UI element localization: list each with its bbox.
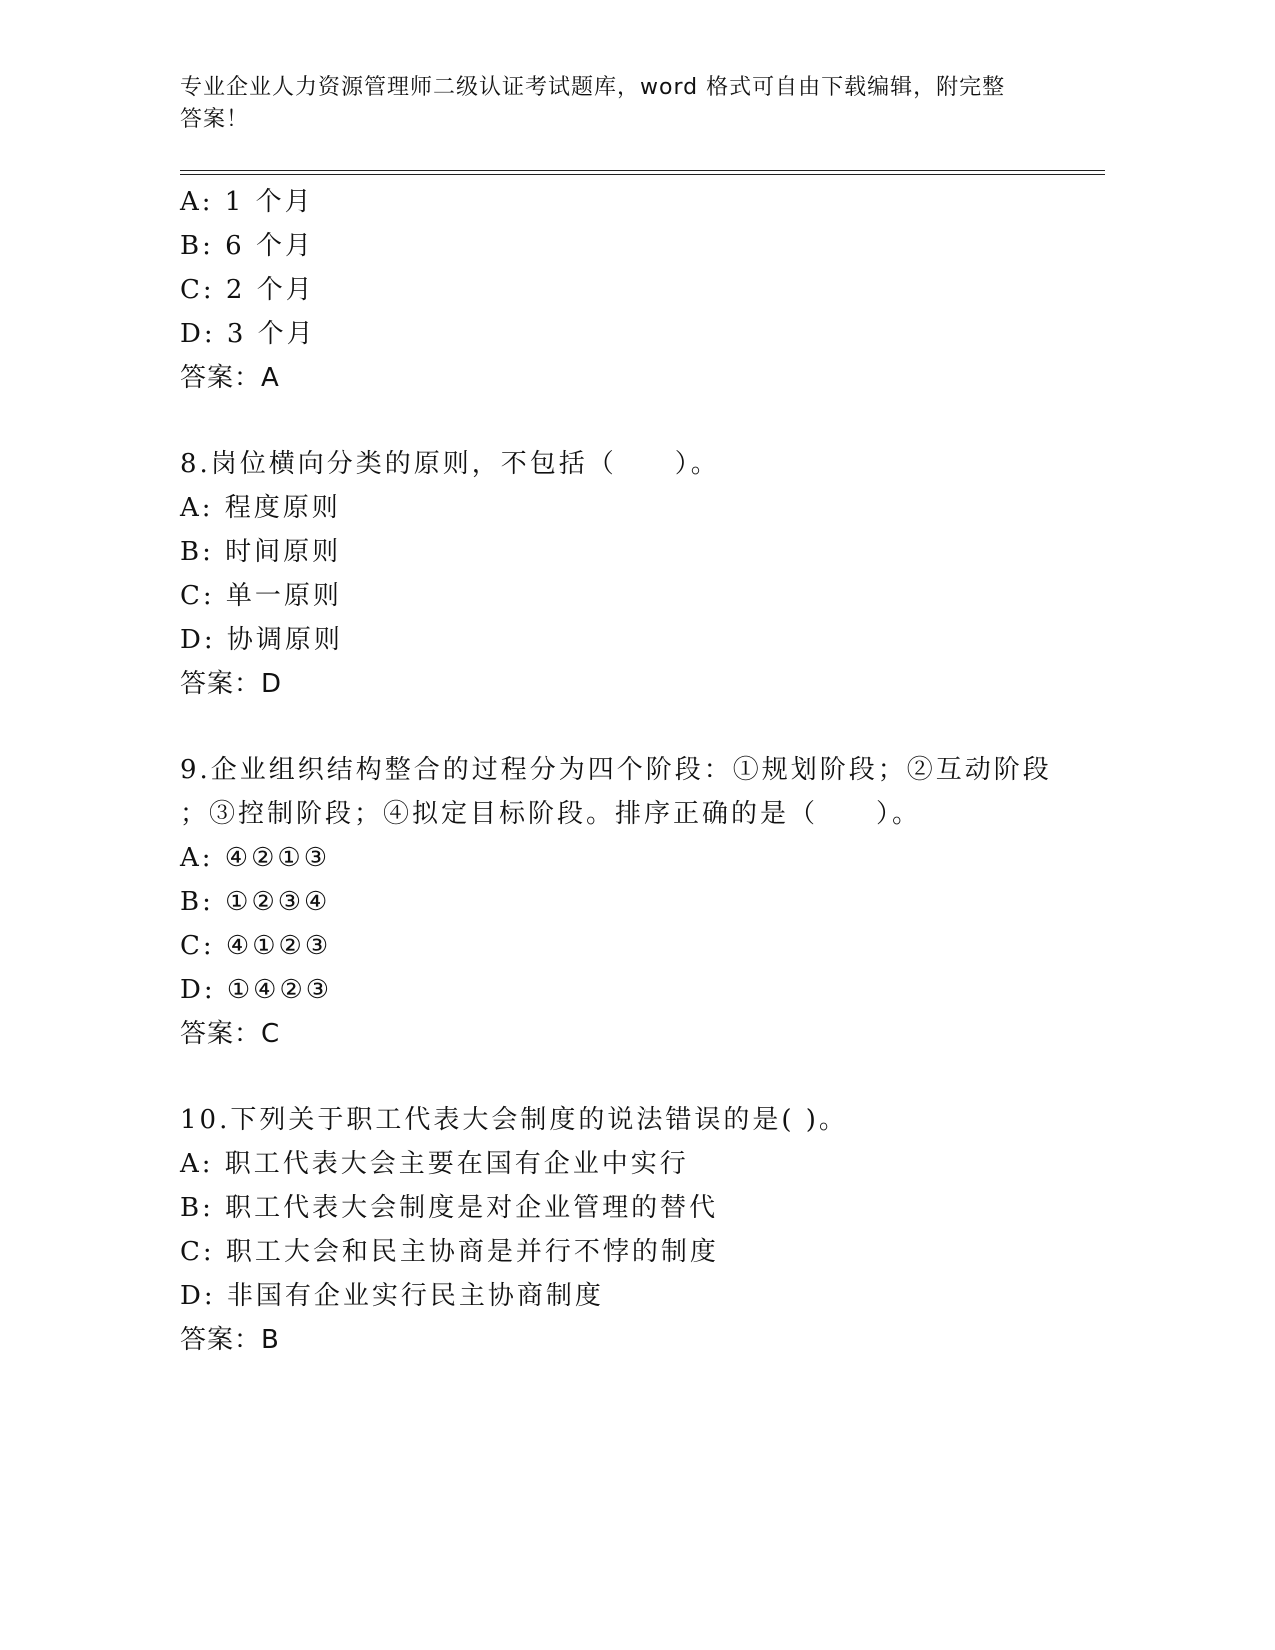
question-stem-line-2: ；③控制阶段；④拟定目标阶段。排序正确的是（ ）。: [180, 799, 922, 829]
question-7: [180, 180, 1080, 400]
option-d: D: 非国有企业实行民主协商制度: [180, 1281, 604, 1311]
option-a: A: 职工代表大会主要在国有企业中实行: [180, 1149, 689, 1179]
option-c: C: 2 个月: [180, 275, 315, 305]
answer: 答案：D: [180, 669, 283, 699]
question-9: [180, 748, 1080, 1056]
option-b: B: 时间原则: [180, 537, 342, 567]
header-rule-top: [180, 170, 1105, 171]
document-header: [180, 72, 1040, 136]
option-c: C: 职工大会和民主协商是并行不悖的制度: [180, 1237, 719, 1267]
header-rule-bottom: [180, 174, 1105, 175]
answer: 答案：B: [180, 1325, 280, 1355]
answer: 答案：A: [180, 363, 280, 393]
question-8: [180, 442, 1080, 706]
option-a: A: 1 个月: [180, 187, 314, 217]
option-a: A: ④②①③: [180, 843, 331, 873]
answer: 答案：C: [180, 1019, 281, 1049]
question-stem-line-1: 9.企业组织结构整合的过程分为四个阶段：①规划阶段；②互动阶段: [180, 755, 1052, 785]
option-d: D: ①④②③: [180, 975, 333, 1005]
option-d: D: 协调原则: [180, 625, 343, 655]
question-stem: 8.岗位横向分类的原则，不包括（ ）。: [180, 449, 720, 479]
option-c: C: 单一原则: [180, 581, 342, 611]
header-line-2: 答案！: [180, 107, 250, 132]
option-c: C: ④①②③: [180, 931, 332, 961]
option-b: B: 6 个月: [180, 231, 314, 261]
option-b: B: 职工代表大会制度是对企业管理的替代: [180, 1193, 719, 1223]
question-stem: 10.下列关于职工代表大会制度的说法错误的是( )。: [180, 1105, 848, 1135]
question-10: [180, 1098, 1080, 1362]
question-list: [180, 180, 1080, 1362]
option-b: B: ①②③④: [180, 887, 331, 917]
header-line-1: 专业企业人力资源管理师二级认证考试题库，word 格式可自由下载编辑，附完整: [180, 75, 1006, 100]
option-a: A: 程度原则: [180, 493, 341, 523]
option-d: D: 3 个月: [180, 319, 316, 349]
